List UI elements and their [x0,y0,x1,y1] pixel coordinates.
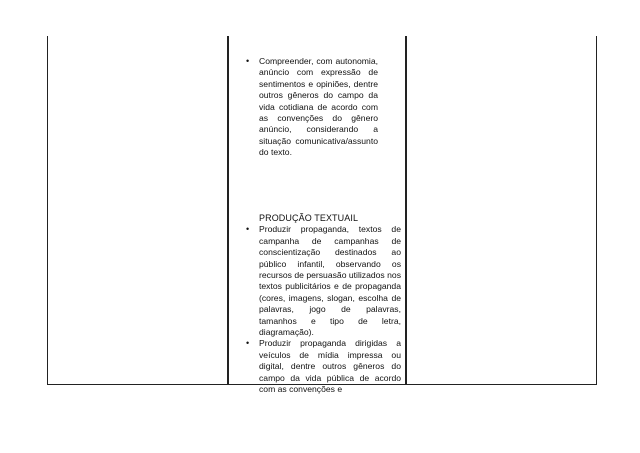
bullet-icon: • [246,224,250,235]
table-border-left [47,36,48,385]
list-item [245,338,401,395]
section-heading: PRODUÇÃO TEXTUAIL [259,213,359,223]
list-item [245,224,401,338]
list-item-text: Produzir propaganda dirigidas a veículos de mídia impressa ou digital, dentre outros gêneros do campo da vida pública de acordo com as convenções e [259,338,401,395]
bullet-icon: • [246,56,250,66]
table-border-right [596,36,597,385]
table-border-column-2 [227,36,229,385]
bullet-icon: • [246,338,250,349]
table-border-column-3 [405,36,407,385]
objective-block-comprehension [245,56,378,159]
list-item-text: Compreender, com autonomia, anúncio com expressão de sentimentos e opiniões, dentre outros gêneros do campo da vida cotidiana de acordo com as convenções do gênero anúncio, considerando a situação comunicativa/assunto do texto. [259,56,378,158]
list-item [245,56,378,159]
objective-block-production [245,213,401,396]
list-item-text: Produzir propaganda, textos de campanha de campanhas de conscientização destinados ao público infantil, observando os recursos de persuasão utilizados nos textos publicitários e de propaganda (cores, imagens, slogan, escolha de palavras, jogo de palavras, tamanhos e tipo de letra, diagramação). [259,224,401,338]
